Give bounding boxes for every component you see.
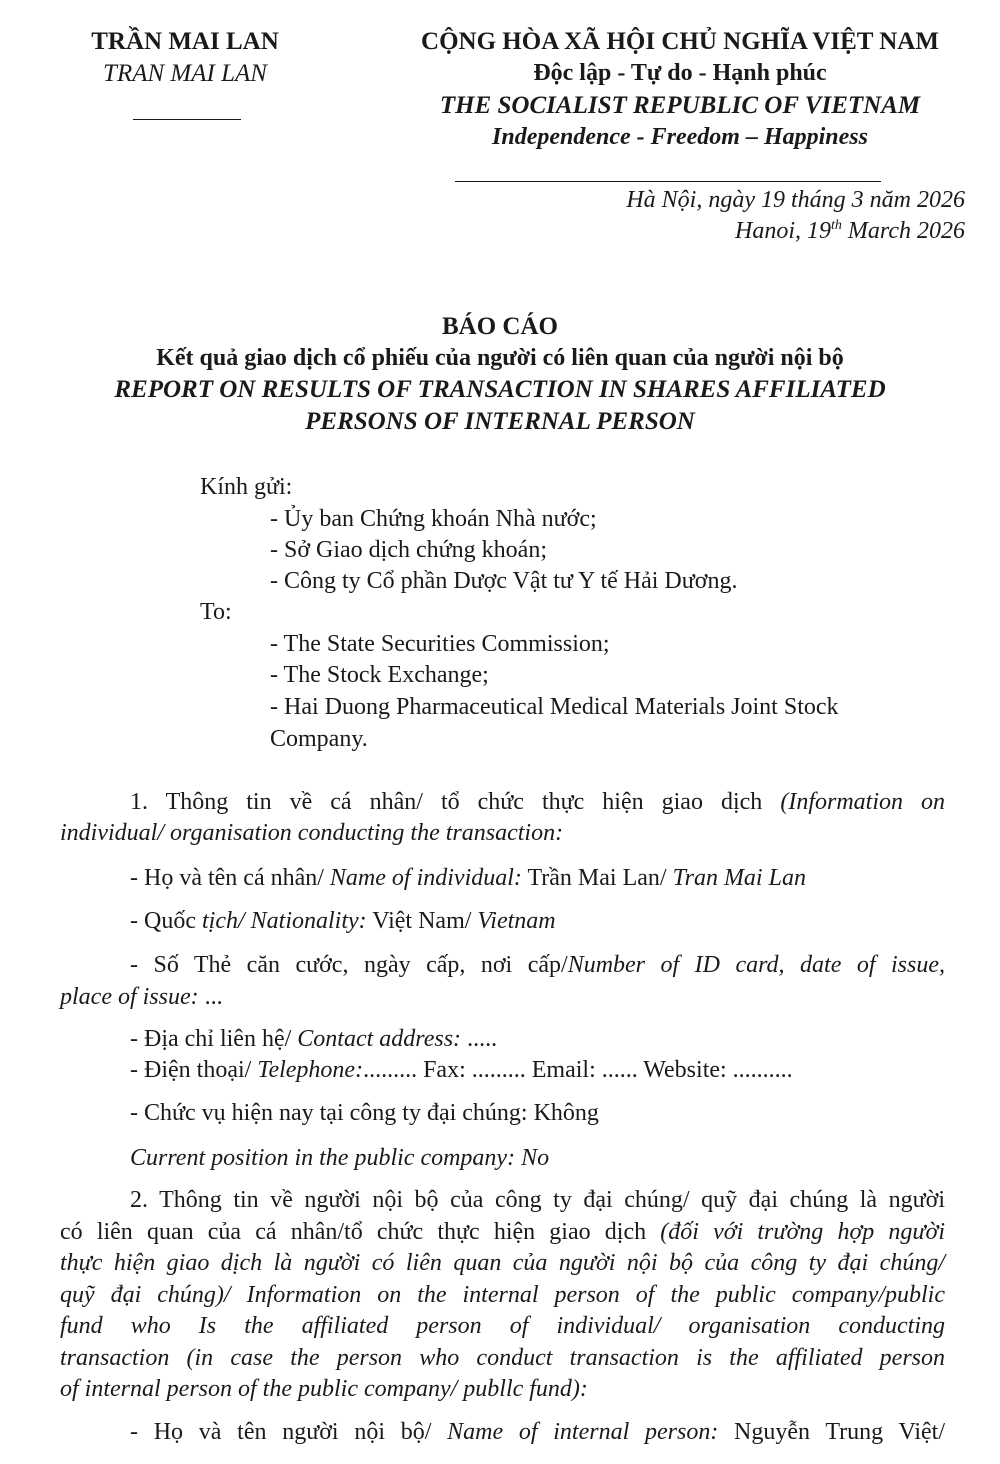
report-title: BÁO CÁO	[442, 313, 558, 340]
nationality-value-vi: Việt Nam/	[366, 908, 478, 934]
current-position-en: Current position in the public company: No	[130, 1145, 550, 1171]
id-card-label-en-b: place of issue:	[60, 984, 199, 1010]
report-subtitle-vi: Kết quả giao dịch cổ phiếu của người có liên quan của người nội bộ	[156, 345, 844, 371]
section1-heading-vi: 1. Thông tin về cá nhân/ tổ chức thực hiện giao dịch	[130, 789, 763, 815]
section2-line2	[60, 1219, 945, 1246]
internal-person-value: Nguyễn Trung Việt/	[718, 1419, 946, 1445]
id-card-row-line1	[60, 952, 945, 979]
section1-heading-line2: individual/ organisation conducting the transaction:	[60, 820, 564, 846]
recipients-label-vi: Kính gửi:	[200, 474, 293, 500]
section2-line3: thực hiện giao dịch là người có liên quan của người nội bộ của công ty đại chúng/	[60, 1250, 945, 1276]
id-card-label-en-a: Number of ID card, date of issue,	[567, 952, 945, 978]
individual-name-value-en: Tran Mai Lan	[672, 865, 806, 891]
individual-name-label-en: Name of individual:	[329, 865, 522, 891]
section2-line1: 2. Thông tin về người nội bộ của công ty đại chúng/ quỹ đại chúng là người	[130, 1187, 945, 1213]
section1-heading-line1	[60, 789, 945, 816]
sender-name-vi: TRẦN MAI LAN	[91, 28, 279, 55]
motto-underline	[455, 181, 881, 182]
recipient-vi-item: - Công ty Cổ phần Dược Vật tư Y tế Hải Dương.	[270, 568, 738, 594]
nationality-value-en: Vietnam	[477, 908, 556, 934]
section2-line6: transaction (in case the person who conduct transaction is the affiliated person	[60, 1345, 945, 1371]
section2-line5: fund who Is the affiliated person of individual/ organisation conducting	[60, 1313, 945, 1339]
internal-person-row	[60, 1419, 945, 1446]
telephone-value: ......... Fax: ......... Email: ...... Website: ..........	[363, 1057, 793, 1083]
id-card-label-vi: - Số Thẻ căn cước, ngày cấp, nơi cấp/	[130, 952, 568, 978]
internal-person-label-en: Name of internal person:	[447, 1419, 719, 1445]
date-en	[735, 218, 965, 245]
report-subtitle-en-1: REPORT ON RESULTS OF TRANSACTION IN SHARES AFFILIATED	[114, 376, 886, 403]
section2-line4: quỹ đại chúng)/ Information on the internal person of the public company/public	[60, 1282, 945, 1308]
recipient-en-item: Company.	[270, 726, 368, 752]
date-en-rest: March 2026	[841, 218, 965, 244]
nationality-label-en: tịch/ Nationality:	[201, 908, 367, 934]
contact-address-row	[60, 1026, 945, 1053]
sender-name-en: TRAN MAI LAN	[103, 60, 267, 87]
recipient-vi-item: - Sở Giao dịch chứng khoán;	[270, 537, 547, 563]
date-vi: Hà Nội, ngày 19 tháng 3 năm 2026	[626, 187, 965, 213]
date-en-sup: th	[831, 218, 842, 233]
contact-address-label-vi: - Địa chỉ liên hệ/	[130, 1026, 298, 1052]
internal-person-label-vi: - Họ và tên người nội bộ/	[130, 1419, 448, 1445]
recipient-en-item: - The State Securities Commission;	[270, 631, 610, 657]
nationality-label-vi: - Quốc	[130, 908, 202, 934]
report-subtitle-en-2: PERSONS OF INTERNAL PERSON	[305, 408, 695, 435]
telephone-label-vi: - Điện thoại/	[130, 1057, 258, 1083]
contact-address-value: .....	[461, 1026, 498, 1052]
individual-name-row	[60, 865, 945, 892]
date-en-city: Hanoi, 19	[735, 218, 832, 244]
country-name-vi: CỘNG HÒA XÃ HỘI CHỦ NGHĨA VIỆT NAM	[421, 28, 939, 55]
recipient-en-item: - Hai Duong Pharmaceutical Medical Materials Joint Stock	[270, 694, 839, 720]
section2-line2-b: (đối với trường hợp người	[660, 1219, 945, 1245]
section1-heading-en-a: (Information on	[780, 789, 946, 815]
id-card-value: ...	[198, 984, 223, 1010]
sender-underline	[133, 119, 241, 120]
telephone-row	[60, 1057, 945, 1084]
telephone-label-en: Telephone:	[257, 1057, 364, 1083]
section2-line7: of internal person of the public company/ publlc fund):	[60, 1376, 588, 1402]
nationality-row	[60, 908, 945, 935]
individual-name-value-vi: Trần Mai Lan/	[521, 865, 673, 891]
recipients-label-en: To:	[200, 599, 232, 625]
recipient-vi-item: - Ủy ban Chứng khoán Nhà nước;	[270, 506, 597, 532]
motto-en: Independence - Freedom – Happiness	[492, 124, 868, 150]
recipient-en-item: - The Stock Exchange;	[270, 662, 489, 688]
section2-line2-a: có liên quan của cá nhân/tổ chức thực hiện giao dịch	[60, 1219, 661, 1245]
country-name-en: THE SOCIALIST REPUBLIC OF VIETNAM	[439, 92, 921, 119]
contact-address-label-en: Contact address:	[297, 1026, 462, 1052]
id-card-row-line2	[60, 984, 945, 1011]
current-position-vi: - Chức vụ hiện nay tại công ty đại chúng: Không	[130, 1100, 599, 1126]
individual-name-label-vi: - Họ và tên cá nhân/	[130, 865, 330, 891]
motto-vi: Độc lập - Tự do - Hạnh phúc	[533, 60, 827, 86]
